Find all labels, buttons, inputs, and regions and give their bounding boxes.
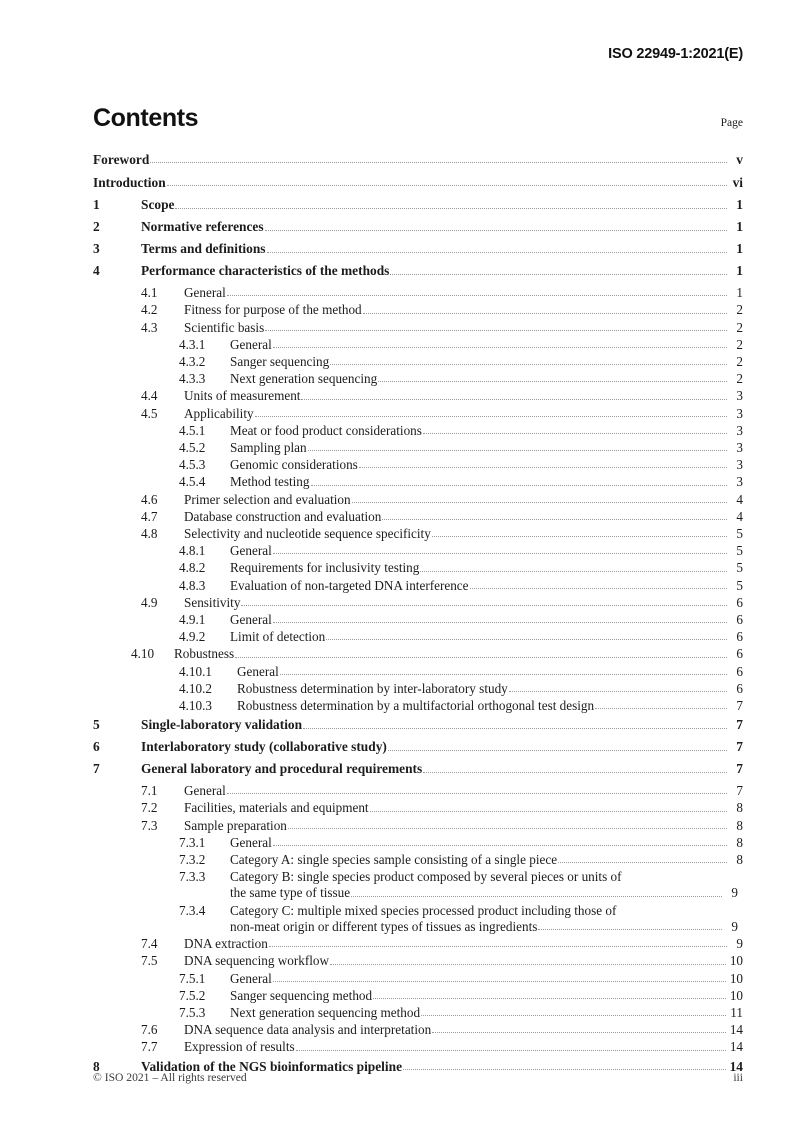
toc-dot-leader	[432, 535, 727, 537]
toc-entry[interactable]	[93, 1006, 743, 1019]
toc-dot-leader	[403, 1068, 726, 1070]
toc-entry-number: 4.10	[131, 646, 155, 662]
toc-entry[interactable]	[93, 989, 743, 1002]
toc-entry[interactable]	[93, 801, 743, 814]
toc-dot-leader	[423, 432, 727, 434]
toc-entry-number: 7.2	[141, 800, 158, 816]
toc-entry[interactable]	[93, 372, 743, 385]
toc-entry-label: General laboratory and procedural requirements	[141, 761, 423, 777]
toc-entry-number: 7.5.3	[179, 1004, 206, 1020]
toc-entry-number: 4.9.1	[179, 612, 206, 628]
toc-entry[interactable]	[93, 972, 743, 985]
toc-entry-number: 6	[93, 739, 100, 755]
toc-entry-number: 7.5	[141, 953, 158, 969]
toc-entry-number: 7.3	[141, 817, 158, 833]
toc-entry-page-number: 1	[736, 197, 743, 213]
toc-entry-page-number: 7	[736, 717, 743, 733]
toc-entry-number: 7.5.2	[179, 987, 206, 1003]
table-of-contents-list	[93, 153, 743, 1073]
toc-entry-label-continuation: non-meat origin or different types of tissues as ingredients	[230, 918, 538, 934]
toc-dot-leader	[150, 161, 727, 163]
toc-entry-number: 4.9.2	[179, 629, 206, 645]
toc-dot-leader	[390, 273, 727, 275]
toc-entry-label: Robustness	[174, 646, 235, 662]
toc-entry-page-number: 14	[729, 1058, 743, 1074]
toc-dot-leader	[227, 294, 727, 296]
toc-entry-page-number: 4	[736, 508, 743, 524]
toc-entry-page-number: 8	[736, 817, 743, 833]
toc-entry-label: Units of measurement	[184, 388, 301, 404]
toc-entry-label: General	[230, 336, 272, 352]
toc-entry-page-number: 1	[736, 285, 743, 301]
toc-entry-label: Meat or food product considerations	[230, 422, 422, 438]
toc-entry-label: General	[230, 612, 272, 628]
toc-entry-label: Sanger sequencing method	[230, 987, 373, 1003]
toc-entry[interactable]	[93, 937, 743, 950]
toc-entry-page-number: 10	[729, 987, 743, 1003]
toc-entry[interactable]	[93, 740, 743, 753]
toc-entry-label: Single-laboratory validation	[141, 717, 303, 733]
toc-entry[interactable]	[93, 836, 743, 849]
toc-entry-label: Scientific basis	[184, 319, 265, 335]
toc-entry-page-number: 9	[736, 936, 743, 952]
toc-entry-label: Sampling plan	[230, 440, 307, 456]
toc-entry-number: 5	[93, 717, 100, 733]
toc-entry-number: 4.5.2	[179, 440, 206, 456]
toc-dot-leader	[432, 1031, 726, 1033]
toc-entry-page-number: 2	[736, 319, 743, 335]
toc-entry-label: Category B: single species product composed by several pieces or units of	[230, 869, 622, 885]
toc-dot-leader	[352, 501, 727, 503]
toc-entry-page-number: 8	[736, 800, 743, 816]
toc-entry-label: Foreword	[93, 152, 150, 167]
toc-dot-leader	[241, 604, 727, 606]
toc-entry-label-block	[230, 904, 738, 933]
toc-entry-page-number: 1	[736, 219, 743, 235]
toc-entry[interactable]	[93, 303, 743, 316]
toc-entry-label: Requirements for inclusivity testing	[230, 560, 420, 576]
toc-entry-number: 2	[93, 219, 100, 235]
toc-entry-number: 4.8.3	[179, 577, 206, 593]
toc-dot-leader	[267, 251, 727, 253]
toc-entry[interactable]	[93, 596, 743, 609]
toc-entry[interactable]	[93, 699, 743, 712]
toc-dot-leader	[255, 415, 727, 417]
toc-entry-number: 4.5.1	[179, 422, 206, 438]
toc-entry[interactable]	[93, 561, 743, 574]
page-title: Contents	[93, 104, 199, 132]
toc-entry-label-continuation-row	[230, 920, 738, 933]
toc-dot-leader	[296, 1049, 726, 1051]
toc-entry-number: 1	[93, 197, 100, 213]
toc-entry-number: 4.3.3	[179, 371, 206, 387]
copyright-notice: © ISO 2021 – All rights reserved	[93, 1071, 247, 1084]
toc-entry[interactable]	[93, 458, 743, 471]
toc-entry-label: DNA extraction	[184, 936, 268, 952]
toc-entry[interactable]	[93, 665, 743, 678]
toc-entry-number: 4.3	[141, 319, 158, 335]
toc-entry[interactable]	[93, 424, 743, 437]
toc-entry[interactable]	[93, 338, 743, 351]
toc-entry-page-number: 6	[736, 612, 743, 628]
toc-entry-number: 3	[93, 241, 100, 257]
toc-dot-leader	[273, 844, 727, 846]
toc-entry[interactable]	[93, 1040, 743, 1053]
toc-entry[interactable]	[93, 954, 743, 967]
toc-dot-leader	[470, 587, 727, 589]
toc-entry[interactable]	[93, 630, 743, 643]
contents-section	[93, 106, 743, 1082]
toc-entry-label: Sanger sequencing	[230, 354, 330, 369]
toc-dot-leader	[351, 895, 722, 897]
toc-dot-leader	[595, 707, 727, 709]
toc-entry-number: 4.2	[141, 302, 158, 318]
toc-entry[interactable]	[93, 527, 743, 540]
toc-entry-label: Evaluation of non-targeted DNA interference	[230, 577, 469, 593]
toc-dot-leader	[311, 484, 728, 486]
toc-entry-label: Terms and definitions	[141, 241, 266, 257]
toc-dot-leader	[330, 963, 726, 965]
toc-entry-number: 7.1	[141, 783, 158, 799]
toc-entry-number: 4.10.1	[179, 663, 212, 679]
toc-entry-page-number: 8	[736, 852, 743, 868]
toc-entry-number: 7.3.2	[179, 852, 206, 868]
toc-entry[interactable]	[93, 1023, 743, 1036]
toc-entry-number: 4.7	[141, 508, 158, 524]
toc-entry-page-number: 11	[730, 1004, 743, 1020]
toc-entry-page-number: 6	[736, 646, 743, 662]
toc-entry-label: Scope	[141, 197, 175, 213]
toc-entry-page-number: 6	[736, 629, 743, 645]
toc-entry-page-number: 7	[736, 783, 743, 799]
toc-dot-leader	[359, 466, 727, 468]
toc-entry-label: Method testing	[230, 474, 310, 490]
toc-entry-number: 4.4	[141, 388, 158, 404]
toc-entry-number: 4.6	[141, 491, 158, 507]
toc-entry[interactable]	[93, 220, 743, 233]
toc-entry-page-number: 2	[736, 336, 743, 352]
toc-entry-label: Selectivity and nucleotide sequence specificity	[184, 526, 431, 542]
toc-entry-page-number: 2	[736, 302, 743, 318]
toc-entry[interactable]	[93, 355, 743, 368]
toc-entry-page-number: 7	[736, 761, 743, 777]
toc-entry-label: Category C: multiple mixed species processed product including those of	[230, 902, 617, 918]
toc-entry[interactable]	[93, 579, 743, 592]
toc-entry[interactable]	[93, 153, 743, 166]
toc-entry-page-number: 7	[736, 739, 743, 755]
toc-entry-label: Applicability	[184, 405, 254, 421]
toc-dot-leader	[388, 749, 727, 751]
toc-entry-page-number: 5	[736, 543, 743, 559]
toc-entry-number: 7.5.1	[179, 970, 206, 986]
toc-dot-leader	[301, 398, 727, 400]
toc-entry-page-number: 3	[736, 405, 743, 421]
toc-dot-leader	[326, 638, 727, 640]
toc-entry-number: 7.3.3	[179, 869, 206, 885]
toc-entry-label: Sample preparation	[184, 817, 287, 833]
toc-entry-number: 4.5	[141, 405, 158, 421]
toc-entry-label: Fitness for purpose of the method	[184, 302, 362, 318]
toc-entry-page-number: 7	[736, 698, 743, 714]
toc-dot-leader	[421, 1014, 726, 1016]
toc-entry[interactable]	[93, 510, 743, 523]
toc-entry-page-number: vi	[732, 174, 743, 190]
toc-entry-label: Genomic considerations	[230, 457, 358, 473]
toc-entry-label: General	[230, 970, 272, 986]
toc-entry-label-continuation: the same type of tissue	[230, 885, 351, 901]
toc-entry-page-number: 9	[731, 885, 738, 901]
toc-entry-page-number: 14	[729, 1022, 743, 1038]
toc-entry[interactable]	[93, 264, 743, 277]
toc-entry[interactable]	[93, 762, 743, 775]
toc-entry-label: DNA sequence data analysis and interpretation	[184, 1022, 432, 1038]
toc-entry-label: Limit of detection	[230, 629, 326, 645]
toc-entry-number: 4.10.2	[179, 680, 212, 696]
toc-entry-page-number: 3	[736, 422, 743, 438]
toc-dot-leader	[363, 312, 727, 314]
toc-entry[interactable]	[93, 819, 743, 832]
toc-entry-page-number: 2	[736, 354, 743, 369]
toc-entry-page-number: 4	[736, 491, 743, 507]
toc-entry[interactable]	[93, 682, 743, 695]
toc-entry-number: 7.6	[141, 1022, 158, 1038]
toc-dot-leader	[370, 810, 727, 812]
toc-entry-number: 7.3.1	[179, 834, 206, 850]
toc-entry[interactable]	[93, 321, 743, 334]
toc-entry-label-block	[230, 870, 738, 899]
toc-entry-number: 7	[93, 761, 100, 777]
toc-entry-label: Next generation sequencing method	[230, 1004, 421, 1020]
toc-entry[interactable]	[93, 198, 743, 211]
toc-entry-number: 4.5.3	[179, 457, 206, 473]
toc-entry[interactable]	[93, 475, 743, 488]
toc-entry-page-number: 6	[736, 594, 743, 610]
toc-entry-label: Facilities, materials and equipment	[184, 800, 369, 816]
toc-entry-page-number: 9	[731, 918, 738, 934]
toc-dot-leader	[269, 945, 727, 947]
toc-dot-leader	[509, 690, 727, 692]
toc-dot-leader	[420, 570, 727, 572]
toc-dot-leader	[265, 229, 727, 231]
toc-entry-label: Validation of the NGS bioinformatics pipeline	[141, 1058, 403, 1074]
toc-entry[interactable]	[93, 784, 743, 797]
toc-dot-leader	[273, 346, 727, 348]
toc-entry[interactable]	[93, 904, 743, 933]
toc-entry-number: 7.7	[141, 1039, 158, 1055]
toc-dot-leader	[273, 980, 726, 982]
toc-entry-label: Category A: single species sample consisting of a single piece	[230, 852, 558, 868]
toc-dot-leader	[423, 771, 727, 773]
toc-dot-leader	[167, 184, 727, 186]
toc-entry-page-number: 10	[729, 970, 743, 986]
toc-entry-number: 4.10.3	[179, 698, 212, 714]
toc-entry[interactable]	[93, 286, 743, 299]
toc-entry-label: General	[230, 543, 272, 559]
toc-entry-number: 4	[93, 263, 100, 279]
page-column-header: Page	[720, 117, 743, 129]
toc-entry-number: 4.3.1	[179, 336, 206, 352]
toc-entry-label: Introduction	[93, 174, 166, 190]
toc-dot-leader	[227, 792, 727, 794]
toc-entry-label-continuation-row	[230, 886, 738, 899]
toc-dot-leader	[303, 727, 727, 729]
page-footer	[93, 1071, 743, 1084]
toc-entry-number: 4.9	[141, 594, 158, 610]
toc-entry-page-number: 1	[736, 263, 743, 279]
toc-entry-page-number: 1	[736, 241, 743, 257]
toc-entry[interactable]	[93, 441, 743, 454]
toc-entry[interactable]	[93, 647, 743, 660]
toc-dot-leader	[280, 673, 727, 675]
toc-entry-page-number: 2	[736, 371, 743, 387]
toc-entry-label: Robustness determination by inter-laboratory study	[237, 680, 508, 696]
toc-entry-label: General	[237, 663, 279, 679]
toc-entry-number: 4.3.2	[179, 354, 206, 369]
toc-entry-page-number: 5	[736, 560, 743, 576]
toc-dot-leader	[265, 329, 727, 331]
toc-entry-label: Expression of results	[184, 1039, 295, 1055]
toc-entry-page-number: 14	[729, 1039, 743, 1055]
toc-entry-label: Database construction and evaluation	[184, 508, 382, 524]
toc-dot-leader	[273, 552, 727, 554]
toc-dot-leader	[382, 518, 727, 520]
toc-dot-leader	[235, 656, 727, 658]
toc-entry-label: Normative references	[141, 219, 264, 235]
toc-entry[interactable]	[93, 870, 743, 899]
contents-heading-row	[93, 106, 743, 131]
toc-entry-label: Performance characteristics of the methods	[141, 263, 390, 279]
toc-entry-page-number: 8	[736, 834, 743, 850]
toc-entry-label: Interlaboratory study (collaborative study)	[141, 739, 387, 755]
toc-entry-page-number: v	[736, 152, 743, 167]
toc-entry-page-number: 10	[729, 953, 743, 969]
toc-entry-number: 4.1	[141, 285, 158, 301]
toc-dot-leader	[175, 207, 727, 209]
toc-entry-label: Next generation sequencing	[230, 371, 378, 387]
toc-entry-number: 7.4	[141, 936, 158, 952]
toc-entry-number: 7.3.4	[179, 902, 206, 918]
toc-entry-label: Primer selection and evaluation	[184, 491, 351, 507]
toc-dot-leader	[288, 827, 727, 829]
toc-entry-number: 4.8.2	[179, 560, 206, 576]
toc-entry[interactable]	[93, 718, 743, 731]
folio-number: iii	[733, 1071, 743, 1084]
toc-entry-page-number: 3	[736, 440, 743, 456]
toc-entry[interactable]	[93, 176, 743, 189]
toc-entry-label: General	[184, 783, 226, 799]
toc-entry[interactable]	[93, 389, 743, 402]
toc-entry-page-number: 3	[736, 457, 743, 473]
document-reference-header: ISO 22949-1:2021(E)	[608, 46, 743, 62]
toc-entry-number: 4.8	[141, 526, 158, 542]
toc-entry-page-number: 5	[736, 526, 743, 542]
toc-entry-label: General	[230, 834, 272, 850]
toc-entry[interactable]	[93, 853, 743, 866]
toc-entry-label: Sensitivity	[184, 594, 241, 610]
toc-entry-label: Robustness determination by a multifactorial orthogonal test design	[237, 698, 595, 714]
toc-entry-page-number: 6	[736, 663, 743, 679]
toc-entry-number: 4.5.4	[179, 474, 206, 490]
toc-dot-leader	[330, 363, 727, 365]
toc-dot-leader	[378, 380, 727, 382]
toc-entry[interactable]	[93, 242, 743, 255]
toc-dot-leader	[538, 928, 722, 930]
toc-dot-leader	[273, 621, 727, 623]
toc-entry-label: DNA sequencing workflow	[184, 953, 330, 969]
toc-entry-page-number: 3	[736, 388, 743, 404]
toc-entry-number: 8	[93, 1058, 100, 1074]
toc-entry-page-number: 3	[736, 474, 743, 490]
toc-entry[interactable]	[93, 407, 743, 420]
toc-entry[interactable]	[93, 544, 743, 557]
toc-entry-label: General	[184, 285, 226, 301]
toc-dot-leader	[373, 997, 726, 999]
toc-entry[interactable]	[93, 613, 743, 626]
toc-dot-leader	[308, 449, 727, 451]
toc-entry-page-number: 6	[736, 680, 743, 696]
toc-entry-page-number: 5	[736, 577, 743, 593]
toc-dot-leader	[558, 861, 727, 863]
toc-entry-number: 4.8.1	[179, 543, 206, 559]
toc-entry[interactable]	[93, 493, 743, 506]
